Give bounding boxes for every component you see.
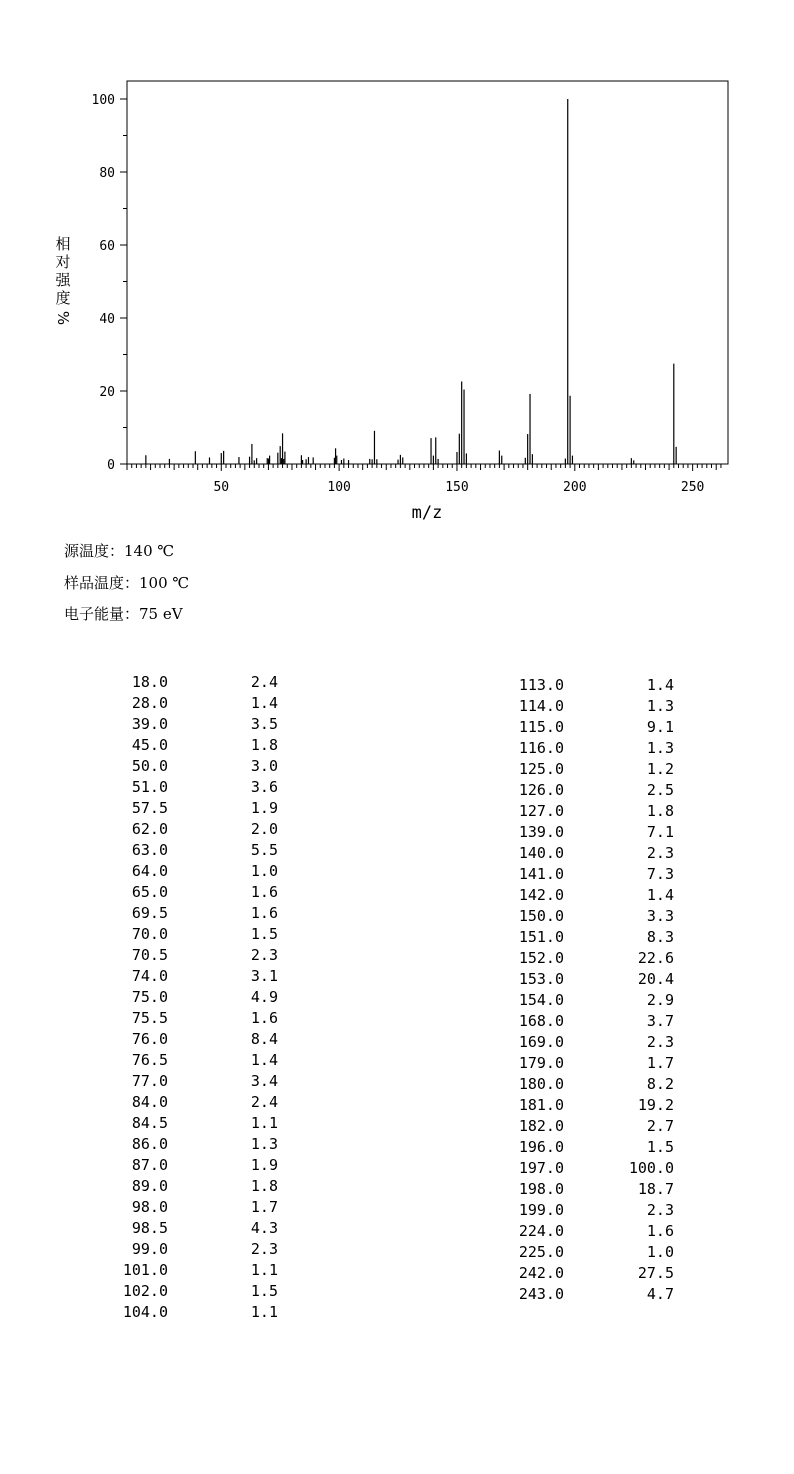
peak-intensity: 1.7: [646, 1054, 674, 1072]
peak-mz: 39.0: [131, 715, 168, 733]
peak-table-row: [90, 1008, 290, 1029]
peak-table-row: [480, 717, 680, 738]
y-tick-label: 0: [107, 458, 115, 473]
y-tick-label: 80: [99, 166, 115, 181]
peak-mz: 76.0: [131, 1030, 168, 1048]
peak-intensity: 1.8: [250, 736, 278, 754]
peak-mz: 169.0: [518, 1033, 564, 1051]
peak-mz: 99.0: [131, 1240, 168, 1258]
peak-intensity: 2.7: [646, 1117, 674, 1135]
peak-mz: 86.0: [131, 1135, 168, 1153]
peak-mz: 154.0: [518, 991, 564, 1009]
peak-mz: 125.0: [518, 760, 564, 778]
peak-table-row: [90, 1176, 290, 1197]
peak-intensity: 27.5: [637, 1264, 674, 1282]
peak-intensity: 4.9: [250, 988, 278, 1006]
plot-frame: [127, 81, 728, 464]
peak-table-row: [480, 1074, 680, 1095]
y-axis-label-char: 度: [55, 289, 71, 307]
peak-mz: 153.0: [518, 970, 564, 988]
peak-table-row: [90, 1029, 290, 1050]
peak-table-row: [90, 1302, 290, 1323]
peak-mz: 243.0: [518, 1285, 564, 1303]
peak-mz: 198.0: [518, 1180, 564, 1198]
y-tick-label: 100: [91, 93, 115, 108]
peak-mz: 69.5: [131, 904, 168, 922]
sample-temperature: 样品温度：100 ℃: [64, 574, 190, 592]
peak-intensity: 1.1: [250, 1114, 278, 1132]
peak-table-row: [90, 1218, 290, 1239]
peak-table-row: [90, 1197, 290, 1218]
peak-table-row: [480, 906, 680, 927]
peak-table-row: [480, 1242, 680, 1263]
peak-intensity: 1.3: [646, 697, 674, 715]
peak-mz: 142.0: [518, 886, 564, 904]
peak-table-row: [90, 945, 290, 966]
peak-table-row: [480, 822, 680, 843]
peak-intensity: 100.0: [628, 1159, 674, 1177]
peak-intensity: 1.8: [646, 802, 674, 820]
peak-intensity: 3.4: [250, 1072, 278, 1090]
peak-intensity: 2.3: [646, 844, 674, 862]
peak-mz: 70.5: [131, 946, 168, 964]
peak-table-row: [90, 777, 290, 798]
peak-intensity: 1.3: [250, 1135, 278, 1153]
peak-mz: 196.0: [518, 1138, 564, 1156]
peak-table-row: [480, 1116, 680, 1137]
peak-mz: 181.0: [518, 1096, 564, 1114]
peak-intensity: 1.6: [646, 1222, 674, 1240]
peak-intensity: 1.9: [250, 799, 278, 817]
peak-table-row: [480, 969, 680, 990]
electron-energy: 电子能量：75 eV: [64, 605, 183, 623]
peak-table-row: [480, 738, 680, 759]
peak-intensity: 7.3: [646, 865, 674, 883]
y-axis-label-unit: %: [54, 310, 72, 326]
peak-mz: 104.0: [122, 1303, 168, 1321]
peak-intensity: 3.7: [646, 1012, 674, 1030]
peak-intensity: 4.3: [250, 1219, 278, 1237]
peak-table-row: [480, 948, 680, 969]
y-tick-label: 40: [99, 312, 115, 327]
peak-table-row: [480, 1032, 680, 1053]
peak-table-row: [480, 1221, 680, 1242]
peak-intensity: 1.4: [646, 676, 674, 694]
peak-intensity: 1.5: [250, 1282, 278, 1300]
peak-table-row: [90, 924, 290, 945]
peak-table-row: [90, 1281, 290, 1302]
peak-table-row: [480, 1200, 680, 1221]
peak-table-row: [480, 1011, 680, 1032]
peak-intensity: 1.4: [646, 886, 674, 904]
peak-intensity: 8.2: [646, 1075, 674, 1093]
x-tick-label: 250: [680, 480, 705, 495]
peak-mz: 50.0: [131, 757, 168, 775]
peak-table-row: [480, 1095, 680, 1116]
peak-intensity: 1.6: [250, 904, 278, 922]
peak-table-row: [480, 696, 680, 717]
peak-mz: 199.0: [518, 1201, 564, 1219]
peak-intensity: 2.3: [646, 1201, 674, 1219]
peak-mz: 127.0: [518, 802, 564, 820]
peak-mz: 98.0: [131, 1198, 168, 1216]
peak-intensity: 2.0: [250, 820, 278, 838]
y-tick-label: 60: [99, 239, 115, 254]
peak-mz: 141.0: [518, 865, 564, 883]
peak-intensity: 3.1: [250, 967, 278, 985]
peak-mz: 84.0: [131, 1093, 168, 1111]
peak-mz: 75.0: [131, 988, 168, 1006]
peak-mz: 114.0: [518, 697, 564, 715]
peak-table-row: [90, 1113, 290, 1134]
x-tick-label: 150: [445, 480, 469, 495]
peak-mz: 225.0: [518, 1243, 564, 1261]
source-temperature: 源温度：140 ℃: [64, 542, 175, 560]
peak-table-row: [480, 780, 680, 801]
peak-mz: 102.0: [122, 1282, 168, 1300]
peak-intensity: 4.7: [646, 1285, 674, 1303]
peak-table-row: [90, 987, 290, 1008]
peak-mz: 113.0: [518, 676, 564, 694]
peak-table-row: [90, 840, 290, 861]
peak-intensity: 20.4: [637, 970, 674, 988]
peak-intensity: 2.5: [646, 781, 674, 799]
peak-intensity: 1.6: [250, 1009, 278, 1027]
peak-intensity: 1.2: [646, 760, 674, 778]
peak-table-row: [90, 756, 290, 777]
peak-table-row: [90, 714, 290, 735]
peak-mz: 45.0: [131, 736, 168, 754]
peak-mz: 150.0: [518, 907, 564, 925]
peak-intensity: 3.5: [250, 715, 278, 733]
peak-mz: 87.0: [131, 1156, 168, 1174]
peak-table-row: [480, 843, 680, 864]
peak-table-row: [90, 882, 290, 903]
peak-table-row: [480, 1179, 680, 1200]
x-tick-label: 100: [327, 480, 351, 495]
peak-mz: 98.5: [131, 1219, 168, 1237]
peak-intensity: 2.3: [646, 1033, 674, 1051]
peak-table-row: [90, 861, 290, 882]
peak-table-row: [90, 672, 290, 693]
peak-table-row: [90, 819, 290, 840]
peak-table-row: [480, 927, 680, 948]
peak-intensity: 1.3: [646, 739, 674, 757]
peak-intensity: 2.9: [646, 991, 674, 1009]
y-axis-label-char: 对: [55, 253, 71, 271]
peak-table-row: [90, 1155, 290, 1176]
x-axis: [127, 464, 721, 495]
peak-table-row: [480, 1053, 680, 1074]
peak-mz: 126.0: [518, 781, 564, 799]
peak-table-row: [480, 801, 680, 822]
peak-intensity: 19.2: [637, 1096, 674, 1114]
peak-intensity: 1.1: [250, 1303, 278, 1321]
peak-table-row: [480, 864, 680, 885]
peak-intensity: 22.6: [637, 949, 674, 967]
peak-table-left: [90, 672, 290, 1323]
peak-mz: 76.5: [131, 1051, 168, 1069]
peak-intensity: 1.4: [250, 1051, 278, 1069]
peak-mz: 180.0: [518, 1075, 564, 1093]
peak-intensity: 1.7: [250, 1198, 278, 1216]
peak-mz: 64.0: [131, 862, 168, 880]
peak-mz: 89.0: [131, 1177, 168, 1195]
peak-intensity: 9.1: [646, 718, 674, 736]
peak-intensity: 18.7: [637, 1180, 674, 1198]
peak-intensity: 8.4: [250, 1030, 278, 1048]
peak-mz: 65.0: [131, 883, 168, 901]
peak-table-row: [480, 1158, 680, 1179]
peak-mz: 62.0: [131, 820, 168, 838]
peak-mz: 116.0: [518, 739, 564, 757]
peak-table-row: [90, 1260, 290, 1281]
peak-mz: 101.0: [122, 1261, 168, 1279]
peak-table-row: [480, 885, 680, 906]
peak-intensity: 3.0: [250, 757, 278, 775]
peak-table-row: [480, 1263, 680, 1284]
y-axis-label: [52, 235, 74, 327]
peak-mz: 139.0: [518, 823, 564, 841]
y-tick-label: 20: [99, 385, 115, 400]
peak-mz: 57.5: [131, 799, 168, 817]
peak-intensity: 2.3: [250, 1240, 278, 1258]
peak-mz: 179.0: [518, 1054, 564, 1072]
peak-intensity: 7.1: [646, 823, 674, 841]
peak-mz: 140.0: [518, 844, 564, 862]
x-tick-label: 50: [213, 480, 230, 495]
peak-table-row: [480, 1137, 680, 1158]
peak-table-row: [90, 1239, 290, 1260]
peak-table-row: [90, 903, 290, 924]
peak-mz: 51.0: [131, 778, 168, 796]
peak-intensity: 8.3: [646, 928, 674, 946]
y-axis-label-char: 相: [55, 235, 71, 253]
peak-table-right: [480, 675, 680, 1305]
peak-table-row: [90, 1071, 290, 1092]
peak-intensity: 1.5: [250, 925, 278, 943]
y-axis: [92, 93, 127, 473]
peak-table-row: [90, 1134, 290, 1155]
peak-mz: 74.0: [131, 967, 168, 985]
peak-intensity: 3.3: [646, 907, 674, 925]
peak-intensity: 1.0: [250, 862, 278, 880]
peak-intensity: 1.5: [646, 1138, 674, 1156]
peak-table-row: [90, 966, 290, 987]
peak-intensity: 1.6: [250, 883, 278, 901]
peak-intensity: 2.4: [250, 673, 278, 691]
peak-intensity: 3.6: [250, 778, 278, 796]
peak-table-row: [90, 735, 290, 756]
peak-mz: 151.0: [518, 928, 564, 946]
peak-intensity: 1.1: [250, 1261, 278, 1279]
x-tick-label: 200: [563, 480, 587, 495]
peak-table-row: [480, 675, 680, 696]
peak-mz: 115.0: [518, 718, 564, 736]
y-axis-label-char: 强: [55, 271, 71, 289]
peak-intensity: 1.9: [250, 1156, 278, 1174]
peak-mz: 197.0: [518, 1159, 564, 1177]
peak-mz: 182.0: [518, 1117, 564, 1135]
peak-intensity: 2.3: [250, 946, 278, 964]
peak-intensity: 5.5: [250, 841, 278, 859]
peak-mz: 224.0: [518, 1222, 564, 1240]
peak-intensity: 1.8: [250, 1177, 278, 1195]
peak-mz: 70.0: [131, 925, 168, 943]
mass-spectrum-chart: [0, 0, 794, 530]
peak-table-row: [480, 990, 680, 1011]
peak-mz: 28.0: [131, 694, 168, 712]
spectrum-bars: [146, 99, 676, 464]
peak-table-row: [480, 1284, 680, 1305]
peak-table-row: [90, 1050, 290, 1071]
peak-mz: 84.5: [131, 1114, 168, 1132]
peak-table-row: [90, 798, 290, 819]
peak-mz: 77.0: [131, 1072, 168, 1090]
peak-table-row: [480, 759, 680, 780]
peak-intensity: 1.4: [250, 694, 278, 712]
peak-intensity: 1.0: [646, 1243, 674, 1261]
peak-mz: 152.0: [518, 949, 564, 967]
peak-mz: 168.0: [518, 1012, 564, 1030]
peak-table-row: [90, 693, 290, 714]
peak-mz: 242.0: [518, 1264, 564, 1282]
x-axis-label: m/z: [411, 503, 443, 523]
peak-mz: 63.0: [131, 841, 168, 859]
peak-table-row: [90, 1092, 290, 1113]
peak-mz: 18.0: [131, 673, 168, 691]
peak-mz: 75.5: [131, 1009, 168, 1027]
peak-intensity: 2.4: [250, 1093, 278, 1111]
